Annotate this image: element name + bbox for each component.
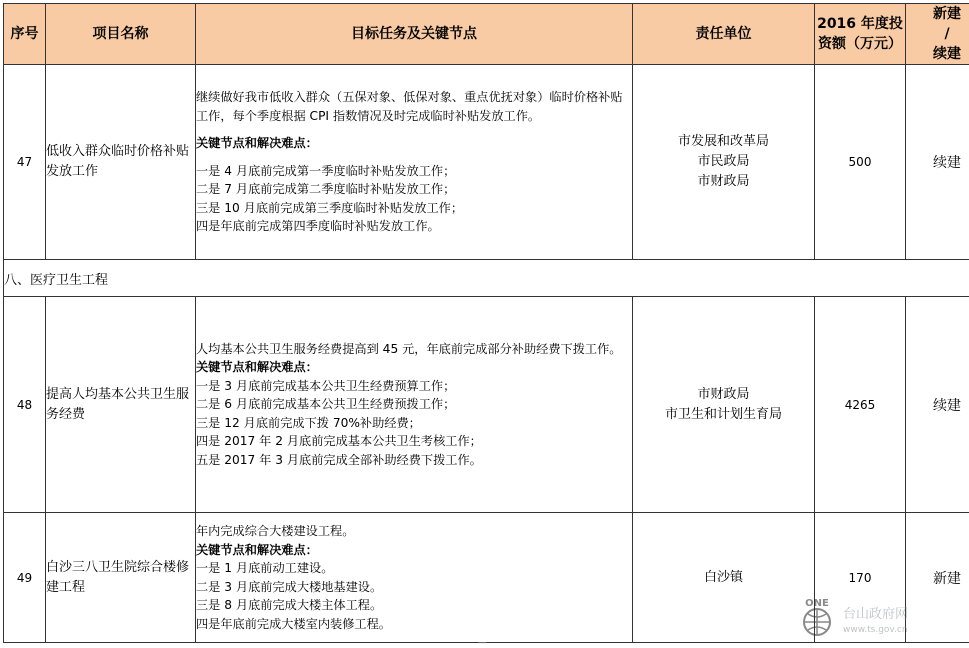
task-node: 三是 8 月底前完成大楼主体工程。 [196, 596, 632, 615]
row-project-name: 白沙三八卫生院综合楼修建工程 [46, 513, 196, 643]
header-status-line3: 续建 [933, 46, 961, 62]
task-node: 二是 7 月底前完成第二季度临时补贴发放工作； [196, 180, 632, 199]
unit-name: 市财政局 [697, 387, 749, 402]
row-units [633, 297, 815, 513]
row-project-name: 低收入群众临时价格补贴发放工作 [46, 65, 196, 260]
row-seq: 47 [4, 65, 46, 260]
task-goal: 年内完成综合大楼建设工程。 [196, 522, 632, 541]
unit-name: 市卫生和计划生育局 [665, 407, 782, 422]
watermark-site-url: www.ts.gov.cn [843, 625, 908, 635]
header-investment [815, 4, 906, 65]
header-status [906, 4, 969, 65]
table-row [4, 297, 969, 513]
header-status-line1: 新建 [933, 6, 961, 22]
row-investment: 500 [815, 65, 906, 260]
watermark-logo-icon [793, 594, 961, 638]
header-row [4, 4, 969, 65]
task-key-label: 关键节点和解决难点： [196, 541, 632, 560]
row-project-name: 提高人均基本公共卫生服务经费 [46, 297, 196, 513]
task-node: 四是 2017 年 2 月底前完成基本公共卫生考核工作； [196, 432, 632, 451]
header-investment-line1: 2016 年度投 [817, 16, 903, 32]
task-node: 三是 12 月底前完成下拨 70%补助经费； [196, 414, 632, 433]
row-units [633, 65, 815, 260]
section-row [4, 260, 969, 297]
row-tasks [196, 513, 633, 643]
header-seq: 序号 [4, 4, 46, 65]
unit-name: 市发展和改革局 [678, 134, 769, 149]
section-title: 八、医疗卫生工程 [4, 260, 969, 297]
row-investment: 4265 [815, 297, 906, 513]
row-status: 续建 [906, 65, 969, 260]
header-project: 项目名称 [46, 4, 196, 65]
row-status: 新建 [906, 513, 969, 643]
task-node: 一是 3 月底前完成基本公共卫生经费预算工作； [196, 377, 632, 396]
task-node: 五是 2017 年 3 月底前完成全部补助经费下拨工作。 [196, 451, 632, 470]
page-mark: — [478, 638, 487, 648]
task-node: 一是 1 月底前动工建设。 [196, 559, 632, 578]
task-goal: 继续做好我市低收入群众（五保对象、低保对象、重点优抚对象）临时价格补贴工作，每个季度根据 CPI 指数情况及时完成临时补贴发放工作。 [196, 88, 632, 125]
row-investment: 170 [815, 513, 906, 643]
task-key-label: 关键节点和解决难点： [196, 358, 632, 377]
task-node: 一是 4 月底前完成第一季度临时补贴发放工作； [196, 162, 632, 181]
watermark-site-name: 台山政府网 [843, 607, 908, 622]
site-watermark [793, 594, 961, 638]
task-key-label: 关键节点和解决难点： [196, 134, 632, 153]
row-tasks [196, 297, 633, 513]
row-seq: 49 [4, 513, 46, 643]
task-node: 二是 3 月底前完成大楼地基建设。 [196, 578, 632, 597]
unit-name: 市财政局 [697, 174, 749, 189]
table-row [4, 65, 969, 260]
task-node: 四是年底前完成第四季度临时补贴发放工作。 [196, 217, 632, 236]
row-units [633, 513, 815, 643]
row-status: 续建 [906, 297, 969, 513]
unit-name: 白沙镇 [704, 570, 743, 585]
project-table [3, 3, 969, 643]
task-goal: 人均基本公共卫生服务经费提高到 45 元，年底前完成部分补助经费下拨工作。 [196, 340, 632, 359]
task-node: 二是 6 月底前完成基本公共卫生经费预拨工作； [196, 395, 632, 414]
task-node: 四是年底前完成大楼室内装修工程。 [196, 615, 632, 634]
header-tasks: 目标任务及关键节点 [196, 4, 633, 65]
header-status-line2: / [944, 26, 949, 42]
task-node: 三是 10 月底前完成第三季度临时补贴发放工作； [196, 199, 632, 218]
header-investment-line2: 资额（万元） [818, 36, 902, 52]
header-unit: 责任单位 [633, 4, 815, 65]
watermark-logo-text: ONE [805, 598, 829, 609]
row-seq: 48 [4, 297, 46, 513]
row-tasks [196, 65, 633, 260]
unit-name: 市民政局 [697, 154, 749, 169]
